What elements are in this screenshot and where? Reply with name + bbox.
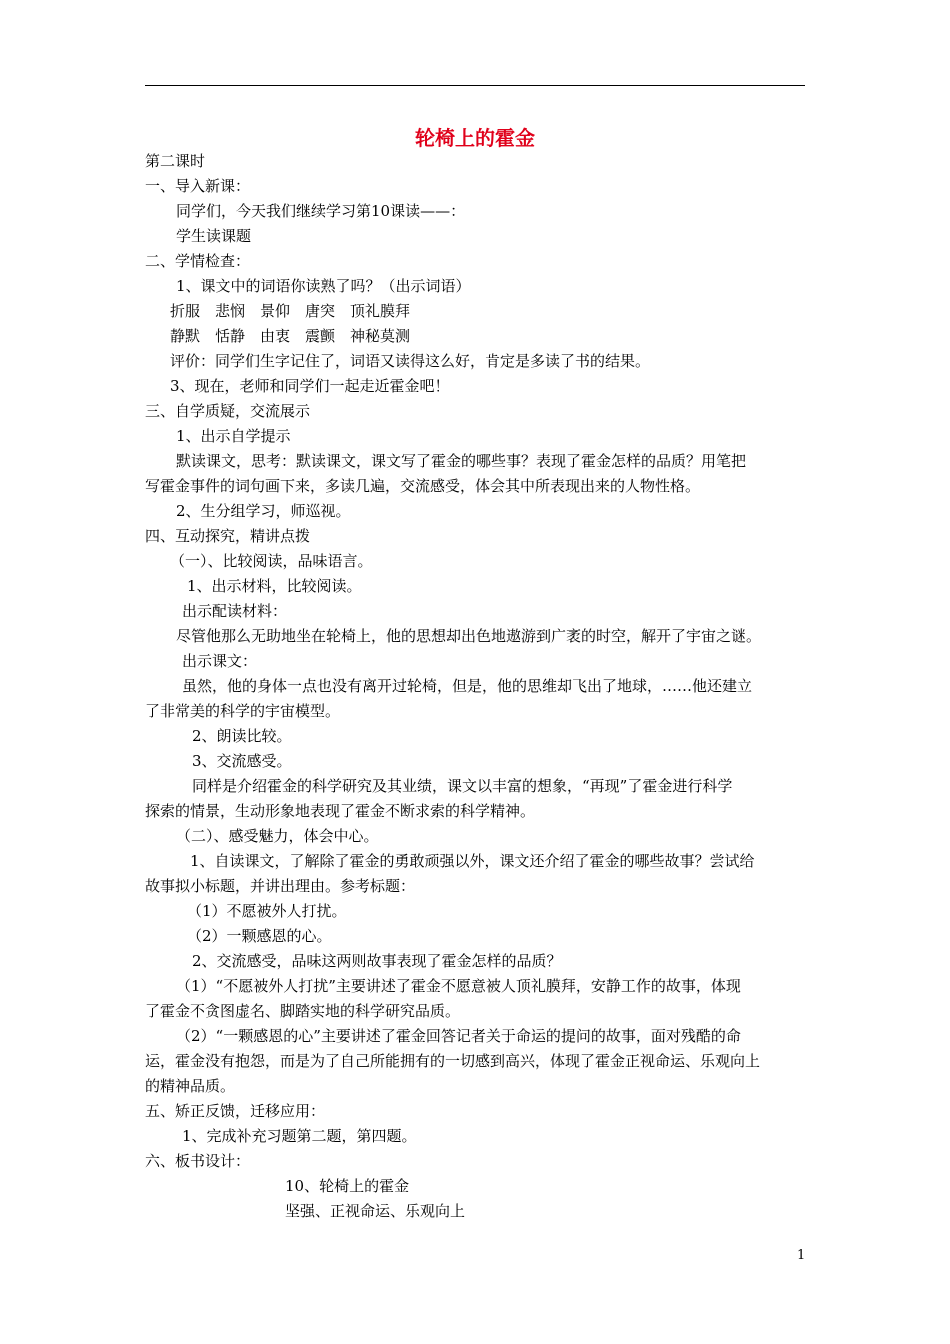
text-line: 第二课时: [145, 152, 206, 170]
text-line: 故事拟小标题，并讲出理由。参考标题：: [145, 877, 416, 895]
text-line: 静默 恬静 由衷 震颤 神秘莫测: [170, 327, 411, 345]
text-line: 写霍金事件的词句画下来，多读几遍，交流感受，体会其中所表现出来的人物性格。: [145, 477, 701, 495]
text-line: 运，霍金没有抱怨，而是为了自己所能拥有的一切感到高兴，体现了霍金正视命运、乐观向上: [145, 1052, 761, 1070]
text-line: 2、交流感受，品味这两则故事表现了霍金怎样的品质？: [192, 952, 562, 970]
text-line: 1、完成补充习题第二题，第四题。: [182, 1127, 417, 1145]
header-rule: [145, 85, 805, 86]
text-line: 默读课文，思考：默读课文，课文写了霍金的哪些事？表现了霍金怎样的品质？用笔把: [176, 452, 747, 470]
text-line: （一）、比较阅读，品味语言。: [170, 552, 373, 570]
page-title: 轮椅上的霍金: [415, 126, 535, 150]
board-design-keywords: 坚强、正视命运、乐观向上: [285, 1202, 466, 1220]
text-line: 出示配读材料：: [182, 602, 288, 620]
text-line: 2、生分组学习，师巡视。: [176, 502, 351, 520]
text-line: （2）“一颗感恩的心”主要讲述了霍金回答记者关于命运的提问的故事，面对残酷的命: [176, 1027, 741, 1045]
text-line: 同样是介绍霍金的科学研究及其业绩，课文以丰富的想象，“再现”了霍金进行科学: [192, 777, 733, 795]
text-line: 虽然，他的身体一点也没有离开过轮椅，但是，他的思维却飞出了地球，……他还建立: [182, 677, 753, 695]
page-number: 1: [797, 1248, 806, 1263]
text-line: 3、现在，老师和同学们一起走近霍金吧！: [170, 377, 450, 395]
text-line: 学生读课题: [176, 227, 252, 245]
text-line: 评价：同学们生字记住了，词语又读得这么好，肯定是多读了书的结果。: [170, 352, 651, 370]
text-line: 出示课文：: [182, 652, 258, 670]
text-line: 1、课文中的词语你读熟了吗？（出示词语）: [176, 277, 471, 295]
text-line: 六、板书设计：: [145, 1152, 251, 1170]
text-line: 1、自读课文，了解除了霍金的勇敢顽强以外，课文还介绍了霍金的哪些故事？尝试给: [190, 852, 755, 870]
text-line: （1）不愿被外人打扰。: [187, 902, 347, 920]
text-line: 1、出示自学提示: [176, 427, 291, 445]
text-line: 尽管他那么无助地坐在轮椅上，他的思想却出色地遨游到广袤的时空，解开了宇宙之谜。: [176, 627, 762, 645]
text-line: （2）一颗感恩的心。: [187, 927, 332, 945]
text-line: 3、交流感受。: [192, 752, 292, 770]
text-line: 折服 悲悯 景仰 唐突 顶礼膜拜: [170, 302, 411, 320]
text-line: 二、学情检查：: [145, 252, 251, 270]
text-line: 2、朗读比较。: [192, 727, 292, 745]
text-line: 四、互动探究，精讲点拨: [145, 527, 311, 545]
text-line: （1）“不愿被外人打扰”主要讲述了霍金不愿意被人顶礼膜拜，安静工作的故事，体现: [176, 977, 741, 995]
text-line: 三、自学质疑，交流展示: [145, 402, 311, 420]
text-line: 探索的情景，生动形象地表现了霍金不断求索的科学精神。: [145, 802, 536, 820]
board-design-title: 10、轮椅上的霍金: [285, 1177, 410, 1195]
text-line: （二）、感受魅力，体会中心。: [176, 827, 379, 845]
text-line: 了霍金不贪图虚名、脚踏实地的科学研究品质。: [145, 1002, 461, 1020]
text-line: 1、出示材料，比较阅读。: [187, 577, 362, 595]
text-line: 五、矫正反馈，迁移应用：: [145, 1102, 326, 1120]
text-line: 同学们，今天我们继续学习第10课读——：: [176, 202, 466, 220]
text-line: 的精神品质。: [145, 1077, 236, 1095]
text-line: 一、导入新课：: [145, 177, 251, 195]
text-line: 了非常美的科学的宇宙模型。: [145, 702, 341, 720]
